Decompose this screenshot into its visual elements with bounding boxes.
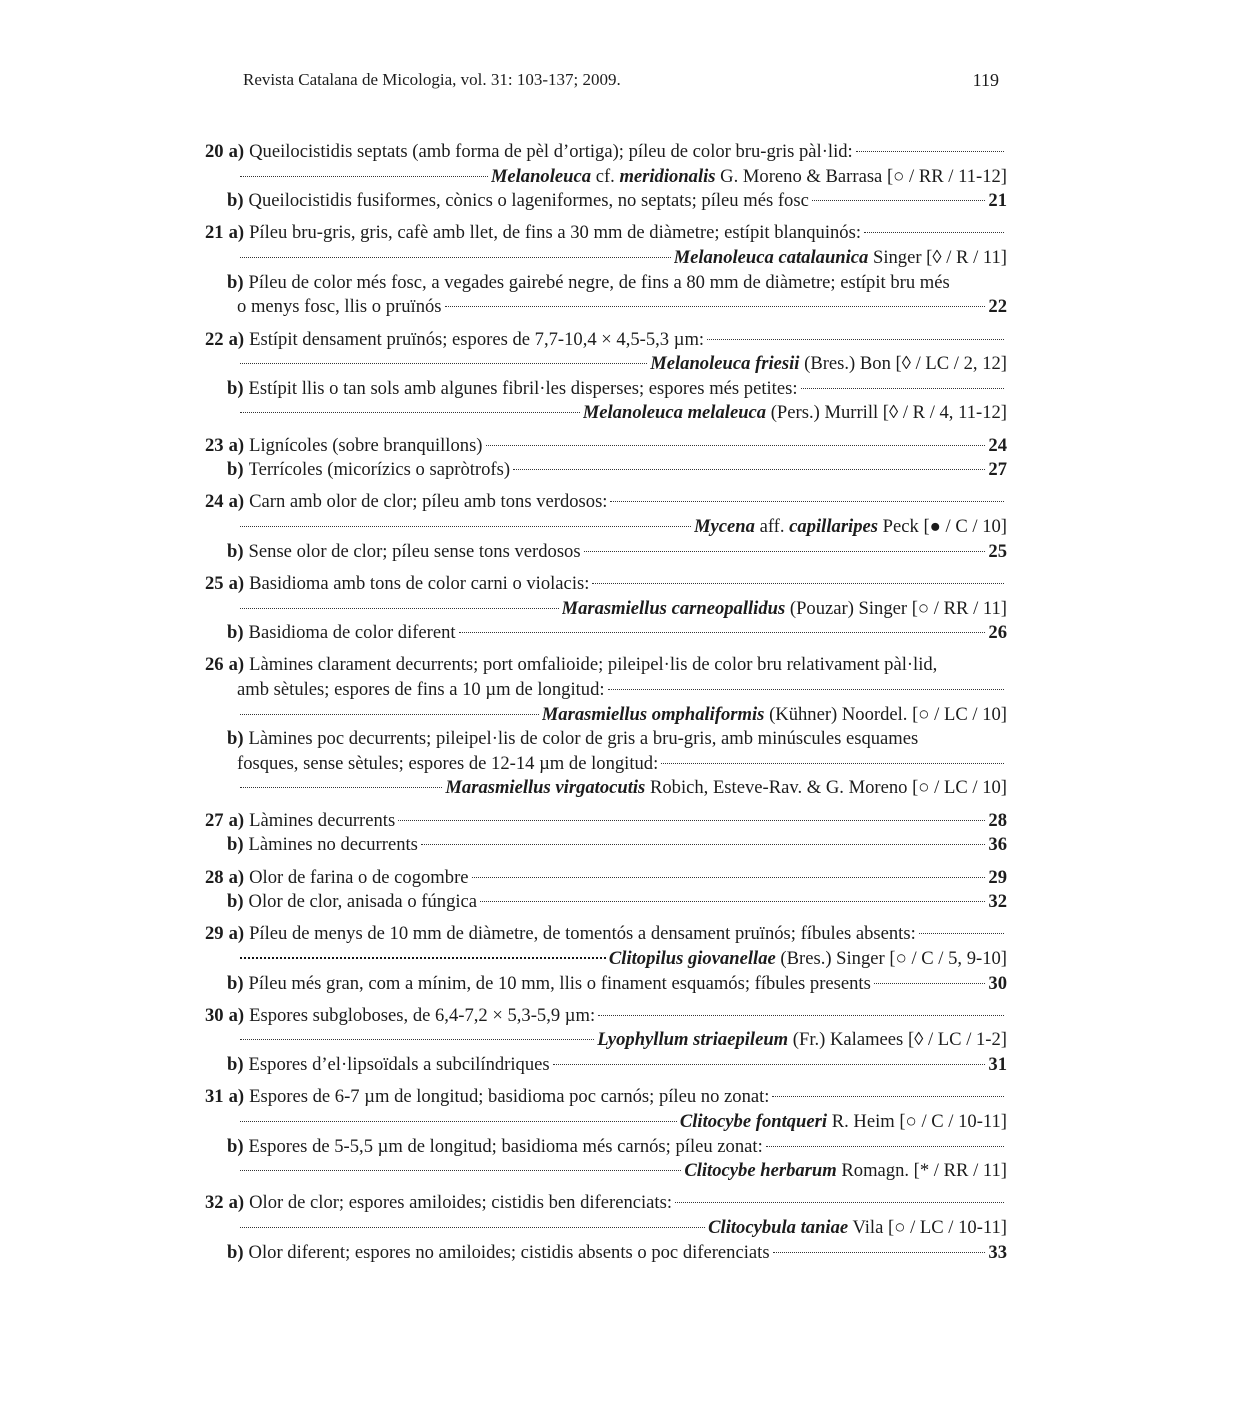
key-line	[205, 515, 1007, 540]
lead-label-a: a)	[228, 1004, 245, 1026]
identification-key	[205, 140, 1007, 1273]
couplet-number: 21	[205, 222, 224, 244]
dot-leader	[240, 1170, 681, 1171]
lead-label-b: b)	[227, 1054, 244, 1076]
lead-reference: 30	[988, 972, 1007, 994]
key-line	[205, 490, 1007, 515]
lead-label-a: a)	[228, 1086, 245, 1108]
lead-text: Carn amb olor de clor; píleu amb tons verdosos:	[249, 491, 608, 513]
genus-name: Mycena	[693, 516, 755, 538]
key-line	[205, 271, 1007, 296]
dot-leader	[472, 877, 986, 878]
lead-reference: 24	[988, 434, 1007, 456]
key-line	[205, 678, 1007, 703]
genus-name: Melanoleuca	[582, 402, 683, 424]
dot-leader	[772, 1096, 1004, 1097]
taxon-result: Melanoleuca friesii (Bres.) Bon [◊ / LC / 2, 12]	[650, 353, 1007, 375]
dot-leader	[856, 151, 1004, 152]
dot-leader	[240, 1039, 594, 1040]
key-line	[205, 458, 1007, 483]
dot-leader	[874, 983, 986, 984]
dot-leader	[240, 363, 647, 364]
genus-name: Marasmiellus	[541, 703, 648, 725]
dot-leader	[592, 583, 1004, 584]
taxon-result: Melanoleuca cf. meridionalis G. Moreno & Barrasa [○ / RR / 11-12]	[490, 165, 1007, 187]
key-couplet	[205, 1085, 1007, 1183]
key-line	[205, 246, 1007, 271]
key-line	[205, 890, 1007, 915]
lead-label-a: a)	[228, 1192, 245, 1214]
lead-text: Sense olor de clor; píleu sense tons verdosos	[248, 540, 581, 562]
genus-name: Marasmiellus	[445, 777, 551, 799]
dot-leader	[240, 608, 559, 609]
key-line	[205, 221, 1007, 246]
lead-reference: 25	[988, 540, 1007, 562]
dot-leader	[240, 1227, 705, 1228]
genus-name: Clitocybe	[684, 1160, 756, 1182]
key-line	[205, 1216, 1007, 1241]
dot-leader	[661, 763, 1004, 764]
couplet-number: 29	[205, 923, 224, 945]
lead-label-b: b)	[227, 459, 244, 481]
key-line	[205, 295, 1007, 320]
taxon-result: Clitocybe herbarum Romagn. [* / RR / 11]	[684, 1160, 1007, 1182]
key-couplet	[205, 572, 1007, 646]
key-line	[205, 1135, 1007, 1160]
dot-leader	[398, 820, 985, 821]
lead-label-b: b)	[227, 728, 244, 750]
key-line	[205, 972, 1007, 997]
key-line	[205, 140, 1007, 165]
dot-leader	[486, 445, 986, 446]
genus-name: Melanoleuca	[673, 247, 774, 269]
lead-text: Píleu de menys de 10 mm de diàmetre, de tomentós a densament pruïnós; fíbules absents:	[249, 923, 916, 945]
genus-name: Melanoleuca	[490, 165, 592, 187]
genus-name: Clitopilus	[608, 948, 684, 969]
key-line	[205, 947, 1007, 972]
species-epithet: carneopallidus	[671, 597, 786, 619]
key-line	[205, 328, 1007, 353]
key-line	[205, 189, 1007, 214]
species-epithet: omphaliformis	[651, 703, 765, 725]
species-epithet: giovanellae	[687, 948, 776, 969]
lead-label-a: a)	[228, 572, 245, 594]
dot-leader	[240, 714, 539, 715]
species-epithet: melaleuca	[687, 402, 767, 424]
species-epithet: catalaunica	[778, 247, 869, 269]
species-epithet: fontqueri	[755, 1110, 828, 1132]
species-epithet: capillaripes	[789, 516, 879, 538]
genus-name: Clitocybe	[679, 1110, 752, 1132]
taxon-result: Marasmiellus carneopallidus (Pouzar) Singer [○ / RR / 11]	[561, 597, 1007, 619]
key-couplet	[205, 1004, 1007, 1078]
lead-text: Olor de clor; espores amiloides; cistidis ben diferenciats:	[249, 1192, 672, 1214]
lead-text: Espores de 5-5,5 µm de longitud; basidioma més carnós; píleu zonat:	[248, 1135, 763, 1157]
key-line	[205, 809, 1007, 834]
genus-name: Lyophyllum	[597, 1029, 689, 1051]
dot-leader	[584, 551, 986, 552]
dot-leader	[480, 901, 985, 902]
couplet-number: 28	[205, 866, 224, 888]
dot-leader	[608, 689, 1004, 690]
lead-reference: 27	[988, 459, 1007, 481]
taxon-result: Melanoleuca catalaunica Singer [◊ / R / 11]	[673, 247, 1007, 269]
key-line	[205, 922, 1007, 947]
key-line	[205, 1053, 1007, 1078]
genus-name: Clitocybula	[708, 1217, 796, 1238]
taxon-result: Lyophyllum striaepileum (Fr.) Kalamees [◊ / LC / 1-2]	[597, 1029, 1007, 1051]
key-line	[205, 1159, 1007, 1184]
lead-text: Espores subgloboses, de 6,4-7,2 × 5,3-5,9 µm:	[249, 1004, 596, 1026]
key-line	[205, 776, 1007, 801]
lead-label-a: a)	[228, 328, 245, 350]
key-line	[205, 727, 1007, 752]
key-line	[205, 1004, 1007, 1029]
key-line	[205, 540, 1007, 565]
lead-text: Làmines no decurrents	[248, 834, 418, 856]
lead-text: Làmines clarament decurrents; port omfalioide; pileipel·lis de color bru relativament pàl·lid,	[249, 654, 938, 676]
dot-leader	[240, 176, 488, 177]
key-couplet	[205, 140, 1007, 214]
couplet-number: 31	[205, 1086, 224, 1108]
key-couplet	[205, 866, 1007, 915]
key-line	[205, 1085, 1007, 1110]
couplet-number: 32	[205, 1192, 224, 1214]
dot-leader	[610, 501, 1004, 502]
lead-label-b: b)	[227, 891, 244, 913]
key-line	[205, 752, 1007, 777]
taxon-result: Clitocybula taniae Vila [○ / LC / 10-11]	[708, 1217, 1007, 1238]
lead-label-b: b)	[227, 190, 244, 212]
lead-label-a: a)	[228, 434, 245, 456]
lead-text: Píleu bru-gris, gris, cafè amb llet, de fins a 30 mm de diàmetre; estípit blanquinós:	[249, 222, 861, 244]
species-epithet: virgatocutis	[555, 777, 646, 799]
dot-leader	[707, 339, 1004, 340]
key-couplet	[205, 434, 1007, 483]
species-epithet: friesii	[755, 353, 800, 375]
lead-text: Lignícoles (sobre branquillons)	[249, 434, 483, 456]
lead-text: Basidioma de color diferent	[248, 622, 456, 644]
lead-text: Píleu de color més fosc, a vegades gairebé negre, de fins a 80 mm de diàmetre; estípit bru més	[248, 271, 950, 293]
lead-reference: 28	[988, 809, 1007, 831]
lead-label-a: a)	[228, 654, 245, 676]
key-line	[205, 1028, 1007, 1053]
lead-text: Olor de farina o de cogombre	[249, 866, 469, 888]
lead-text: Olor de clor, anisada o fúngica	[248, 891, 478, 913]
lead-label-b: b)	[227, 271, 244, 293]
lead-label-b: b)	[227, 377, 244, 399]
couplet-number: 27	[205, 809, 224, 831]
lead-reference: 22	[988, 296, 1007, 318]
key-line	[205, 1110, 1007, 1135]
dot-leader	[675, 1202, 1004, 1203]
dot-leader	[421, 844, 986, 845]
key-line	[205, 165, 1007, 190]
key-line	[205, 377, 1007, 402]
key-line	[205, 1191, 1007, 1216]
lead-text: Espores d’el·lipsoïdals a subcilíndriques	[248, 1054, 550, 1076]
key-line	[205, 597, 1007, 622]
key-couplet	[205, 490, 1007, 564]
key-line	[205, 866, 1007, 891]
lead-reference: 29	[988, 866, 1007, 888]
lead-text: Estípit llis o tan sols amb algunes fibril·les disperses; espores més petites:	[248, 377, 798, 399]
lead-label-b: b)	[227, 972, 244, 994]
lead-reference: 33	[988, 1241, 1007, 1263]
lead-text: Queilocistidis septats (amb forma de pèl d’ortiga); píleu de color bru-gris pàl·lid:	[249, 141, 853, 162]
key-line	[205, 621, 1007, 646]
key-couplet	[205, 221, 1007, 319]
lead-text: Terrícoles (micorízics o sapròtrofs)	[248, 459, 511, 481]
key-line	[205, 572, 1007, 597]
key-line	[205, 1241, 1007, 1266]
lead-label-a: a)	[228, 491, 245, 513]
lead-text: Queilocistidis fusiformes, cònics o lageniformes, no septats; píleu més fosc	[248, 190, 809, 212]
taxon-result: Clitopilus giovanellae (Bres.) Singer [○ / C / 5, 9-10]	[608, 948, 1007, 969]
dot-leader	[459, 632, 986, 633]
taxon-result: Mycena aff. capillaripes Peck [● / C / 10]	[693, 516, 1007, 538]
key-line	[205, 434, 1007, 459]
lead-text: Estípit densament pruïnós; espores de 7,7-10,4 × 4,5-5,3 µm:	[249, 328, 705, 350]
taxon-result: Marasmiellus virgatocutis Robich, Esteve-Rav. & G. Moreno [○ / LC / 10]	[445, 777, 1007, 799]
key-couplet	[205, 1191, 1007, 1265]
dot-leader	[240, 787, 442, 788]
couplet-number: 25	[205, 572, 224, 594]
dot-leader	[553, 1064, 986, 1065]
lead-label-b: b)	[227, 834, 244, 856]
lead-reference: 26	[988, 622, 1007, 644]
key-couplet	[205, 922, 1007, 996]
lead-label-b: b)	[227, 540, 244, 562]
dot-leader	[919, 933, 1004, 934]
lead-label-b: b)	[227, 1241, 244, 1263]
lead-label-a: a)	[228, 809, 245, 831]
key-line	[205, 352, 1007, 377]
taxon-result: Clitocybe fontqueri R. Heim [○ / C / 10-11]	[679, 1110, 1007, 1132]
lead-text: Basidioma amb tons de color carni o violacis:	[249, 572, 590, 594]
page-number: 119	[972, 70, 999, 90]
dot-leader	[864, 232, 1004, 233]
couplet-number: 24	[205, 491, 224, 513]
lead-text: amb sètules; espores de fins a 10 µm de longitud:	[237, 679, 605, 700]
lead-reference: 32	[988, 891, 1007, 913]
lead-text: Làmines poc decurrents; pileipel·lis de color de gris a bru-gris, amb minúscules esquames	[248, 728, 919, 750]
species-epithet: taniae	[800, 1217, 849, 1238]
species-epithet: meridionalis	[619, 165, 716, 187]
dot-leader	[773, 1252, 986, 1253]
couplet-number: 30	[205, 1004, 224, 1026]
key-line	[205, 833, 1007, 858]
key-couplet	[205, 809, 1007, 858]
taxon-result: Marasmiellus omphaliformis (Kühner) Noordel. [○ / LC / 10]	[541, 703, 1007, 725]
lead-text: Espores de 6-7 µm de longitud; basidioma poc carnós; píleu no zonat:	[249, 1086, 770, 1108]
lead-label-b: b)	[227, 622, 244, 644]
lead-text: Olor diferent; espores no amiloides; cistidis absents o poc diferenciats	[248, 1241, 770, 1263]
lead-text: Píleu més gran, com a mínim, de 10 mm, llis o finament esquamós; fíbules presents	[248, 972, 871, 994]
couplet-number: 22	[205, 328, 224, 350]
couplet-number: 23	[205, 434, 224, 456]
key-couplet	[205, 653, 1007, 801]
journal-citation: Revista Catalana de Micologia, vol. 31: 103-137; 2009.	[243, 70, 621, 89]
dot-leader	[240, 957, 606, 959]
dot-leader	[812, 200, 986, 201]
genus-name: Melanoleuca	[650, 353, 751, 375]
species-epithet: herbarum	[760, 1160, 837, 1182]
taxon-result: Melanoleuca melaleuca (Pers.) Murrill [◊ / R / 4, 11-12]	[582, 402, 1007, 424]
genus-name: Marasmiellus	[561, 597, 667, 619]
lead-reference: 31	[988, 1054, 1007, 1076]
dot-leader	[240, 257, 671, 258]
lead-text: Làmines decurrents	[249, 809, 396, 831]
lead-text: fosques, sense sètules; espores de 12-14 µm de longitud:	[237, 752, 659, 774]
dot-leader	[240, 526, 691, 527]
lead-reference: 21	[988, 190, 1007, 212]
species-epithet: striaepileum	[693, 1029, 789, 1051]
couplet-number: 26	[205, 654, 224, 676]
dot-leader	[240, 412, 580, 413]
dot-leader	[766, 1146, 1004, 1147]
key-line	[205, 703, 1007, 728]
lead-reference: 36	[988, 834, 1007, 856]
key-line	[205, 401, 1007, 426]
key-line	[205, 653, 1007, 678]
key-couplet	[205, 328, 1007, 426]
dot-leader	[513, 469, 985, 470]
running-header	[243, 70, 999, 94]
lead-label-a: a)	[228, 141, 245, 162]
lead-label-a: a)	[228, 866, 245, 888]
lead-text: o menys fosc, llis o pruïnós	[237, 296, 442, 318]
dot-leader	[240, 1121, 677, 1122]
couplet-number: 20	[205, 141, 224, 162]
lead-label-a: a)	[228, 222, 245, 244]
dot-leader	[445, 306, 986, 307]
lead-label-a: a)	[228, 923, 245, 945]
dot-leader	[801, 388, 1005, 389]
dot-leader	[598, 1015, 1004, 1016]
lead-label-b: b)	[227, 1135, 244, 1157]
